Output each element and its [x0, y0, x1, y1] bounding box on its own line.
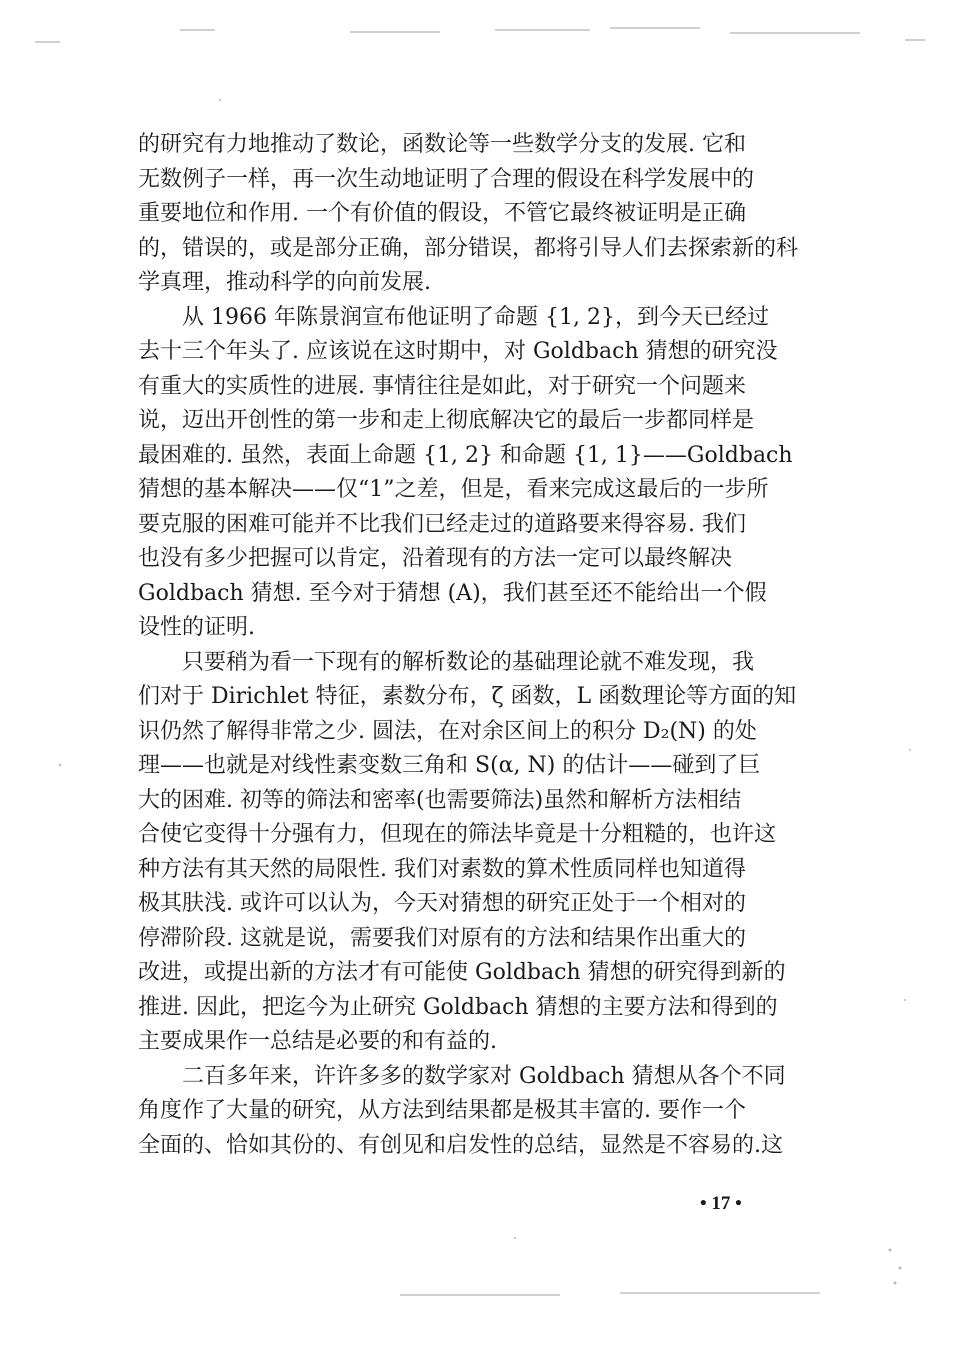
text-line: 大的困难. 初等的筛法和密率(也需要筛法)虽然和解析方法相结	[138, 787, 742, 813]
text-line: 识仍然了解得非常之少. 圆法，在对余区间上的积分 D₂(N) 的处	[138, 718, 757, 744]
text-line: 二百多年来，许许多多的数学家对 Goldbach 猜想从各个不同	[182, 1063, 786, 1089]
text-line: 最困难的. 虽然，表面上命题 {1, 2} 和命题 {1, 1}——Goldbach	[138, 442, 793, 468]
text-line: 学真理，推动科学的向前发展.	[138, 270, 431, 295]
text-line: 无数例子一样，再一次生动地证明了合理的假设在科学发展中的	[138, 166, 755, 192]
text-line: 要克服的困难可能并不比我们已经走过的道路要来得容易. 我们	[138, 511, 746, 537]
text-line: 理——也就是对线性素变数三角和 S(α, N) 的估计——碰到了巨	[138, 753, 761, 778]
text-line: 猜想的基本解决——仅“1”之差，但是，看来完成这最后的一步所	[138, 477, 769, 502]
text-line: 说，迈出开创性的第一步和走上彻底解决它的最后一步都同样是	[138, 408, 755, 433]
text-line: 的研究有力地推动了数论，函数论等一些数学分支的发展. 它和	[138, 132, 746, 157]
text-line: 改进，或提出新的方法才有可能使 Goldbach 猜想的研究得到新的	[138, 960, 786, 985]
body-text	[138, 128, 810, 1163]
text-line: 全面的、恰如其份的、有创见和启发性的总结，显然是不容易的.这	[138, 1132, 783, 1158]
text-line: 从 1966 年陈景润宣布他证明了命题 {1, 2}，到今天已经过	[182, 304, 769, 330]
text-line: 合使它变得十分强有力，但现在的筛法毕竟是十分粗糙的，也许这	[138, 822, 777, 847]
text-line: 有重大的实质性的进展. 事情往往是如此，对于研究一个问题来	[138, 373, 746, 399]
text-line: Goldbach 猜想. 至今对于猜想 (A)，我们甚至还不能给出一个假	[138, 580, 767, 606]
text-line: 只要稍为看一下现有的解析数论的基础理论就不难发现，我	[182, 649, 755, 675]
text-line: 角度作了大量的研究，从方法到结果都是极其丰富的. 要作一个	[138, 1098, 746, 1123]
text-line: 种方法有其天然的局限性. 我们对素数的算术性质同样也知道得	[138, 856, 746, 882]
text-line: 停滞阶段. 这就是说，需要我们对原有的方法和结果作出重大的	[138, 925, 746, 951]
text-line: 们对于 Dirichlet 特征，素数分布，ζ 函数，L 函数理论等方面的知	[138, 684, 797, 709]
text-line: 也没有多少把握可以肯定，沿着现有的方法一定可以最终解决	[138, 546, 733, 571]
text-line: 的，错误的，或是部分正确，部分错误，都将引导人们去探索新的科	[138, 235, 799, 261]
text-line: 主要成果作一总结是必要的和有益的.	[138, 1029, 497, 1054]
text-line: 设性的证明.	[138, 615, 255, 640]
text-line: 重要地位和作用. 一个有价值的假设，不管它最终被证明是正确	[138, 201, 746, 226]
text-line: 去十三个年头了. 应该说在这时期中，对 Goldbach 猜想的研究没	[138, 339, 778, 364]
page-number: • 17 •	[700, 1193, 742, 1214]
text-line: 极其肤浅. 或许可以认为，今天对猜想的研究正处于一个相对的	[138, 891, 746, 916]
text-line: 推进. 因此，把迄今为止研究 Goldbach 猜想的主要方法和得到的	[138, 994, 778, 1020]
